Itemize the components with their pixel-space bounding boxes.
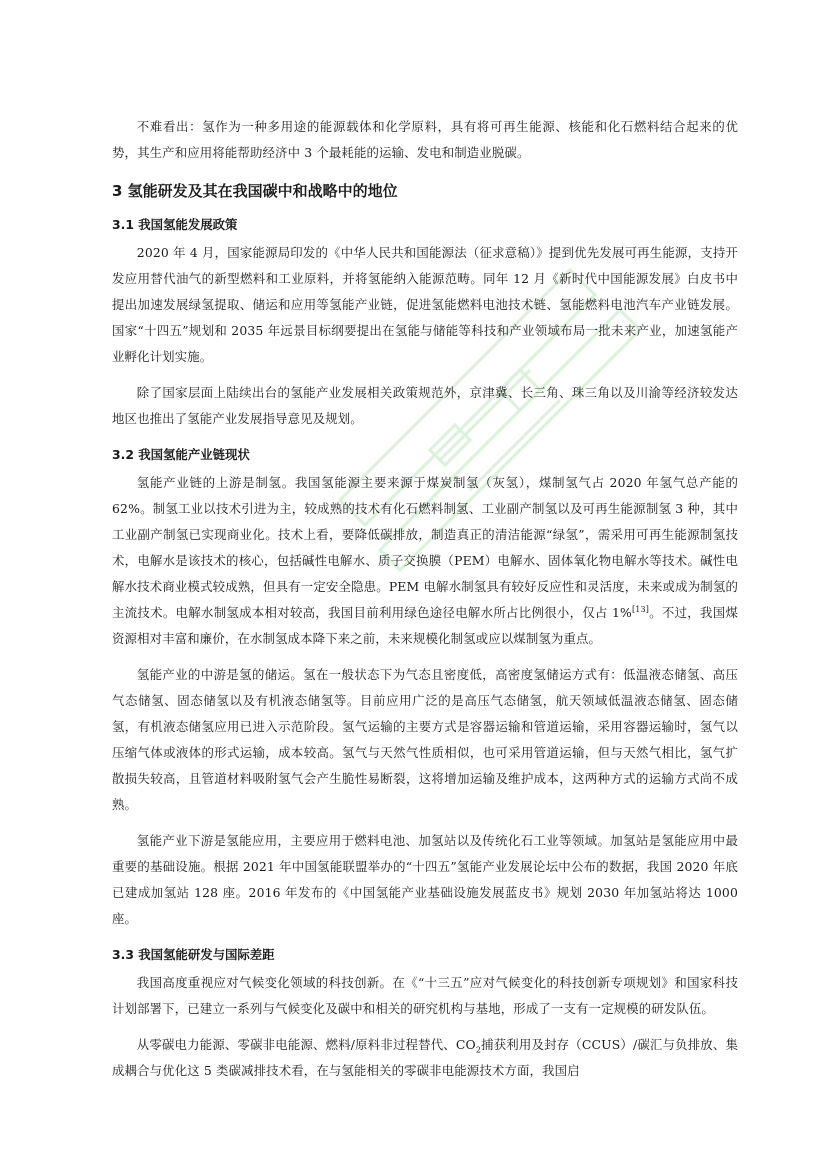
section-3-3-paragraph-1: 我国高度重视应对气候变化领域的科技创新。在《“十三五”应对气候变化的科技创新专项规划》和国家科技计划部署下，已建立一系列与气候变化及碳中和相关的研究机构与基地，形成了一支有一定规模的研发队伍。 <box>112 975 738 1016</box>
paragraph-text: 氢能产业链的上游是制氢。我国氢能源主要来源于煤炭制氢（灰氢），煤制氢气占 2020 年氢气总产能的 62%。制氢工业以技术引进为主，较成熟的技术有化石燃料制氢、工业副产制氢以及可再生能源制氢 3 种，其中工业副产制氢已实现商业化。技术上看，要降低碳排放，制造真正的清洁能源“绿氢”，需采用可再生能源制氢技术，电解水是该技术的核心，包括碱性电解水、质子交换膜（PEM）电解水、固体氧化物电解水等技术。碱性电解水技术商业模式较成熟，但具有一定安全隐患。PEM 电解水制氢具有较好反应性和灵活度，未来或成为制氢的主流技术。电解水制氢成本相对较高，我国目前利用绿色途径电解水所占比例很小，仅占 1% <box>112 475 738 620</box>
section-3-2-heading: 3.2 我国氢能产业链现状 <box>112 447 250 462</box>
section-3-2-paragraph-2: 氢能产业的中游是氢的储运。氢在一般状态下为气态且密度低，高密度氢储运方式有：低温液态储氢、高压气态储氢、固态储氢以及有机液态储氢等。目前应用广泛的是高压气态储氢，航天领域低温液态储氢、固态储氢，有机液态储氢应用已进入示范阶段。氢气运输的主要方式是容器运输和管道运输，采用容器运输时，氢气以压缩气体或液体的形式运输，成本较高。氢气与天然气性质相似，也可采用管道运输，但与天然气相比，氢气扩散损失较高，且管道材料吸附氢气会产生脆性易断裂，这将增加运输及维护成本，这两种方式的运输方式尚不成熟。 <box>112 667 738 812</box>
article-body <box>112 114 738 1094</box>
intro-paragraph: 不难看出：氢作为一种多用途的能源载体和化学原料，具有将可再生能源、核能和化石燃料结合起来的优势，其生产和应用将能帮助经济中 3 个最耗能的运输、发电和制造业脱碳。 <box>112 119 738 160</box>
section-3-heading: 3 氢能研发及其在我国碳中和战略中的地位 <box>112 182 398 200</box>
section-3-1-paragraph-2: 除了国家层面上陆续出台的氢能产业发展相关政策规范外，京津冀、长三角、珠三角以及川渝等经济较发达地区也推出了氢能产业发展指导意见及规划。 <box>112 385 738 426</box>
paragraph-text: 从零碳电力能源、零碳非电能源、燃料/原料非过程替代、CO <box>136 1037 476 1052</box>
section-3-3-paragraph-2 <box>112 1032 738 1084</box>
section-3-2-paragraph-1 <box>112 470 738 652</box>
section-3-3-heading: 3.3 我国氢能研发与国际差距 <box>112 947 275 962</box>
paragraph-text: 。不过，我国煤资源相对丰富和廉价，在水制氢成本降下来之前，未来规模化制氢或应以煤制氢为重点。 <box>112 605 738 646</box>
citation-ref: [13] <box>631 604 649 614</box>
subscript: 2 <box>475 1045 482 1055</box>
section-3-1-paragraph-1: 2020 年 4 月，国家能源局印发的《中华人民共和国能源法（征求意稿）》提到优先发展可再生能源，支持开发应用替代油气的新型燃料和工业原料，并将氢能纳入能源范畴。同年 12 月《新时代中国能源发展》白皮书中提出加速发展绿氢提取、储运和应用等氢能产业链，促进氢能燃料电池技术链、氢能燃料电池汽车产业链发展。国家“十四五”规划和 2035 年远景目标纲要提出在氢能与储能等科技和产业领域布局一批未来产业，加速氢能产业孵化计划实施。 <box>112 245 738 364</box>
section-3-2-paragraph-3: 氢能产业下游是氢能应用，主要应用于燃料电池、加氢站以及传统化石工业等领域。加氢站是氢能应用中最重要的基础设施。根据 2021 年中国氢能联盟举办的“十四五”氢能产业发展论坛中公布的数据，我国 2020 年底已建成加氢站 128 座。2016 年发布的《中国氢能产业基础设施发展蓝皮书》规划 2030 年加氢站将达 1000 座。 <box>112 833 738 926</box>
section-3-1-heading: 3.1 我国氢能发展政策 <box>112 217 238 232</box>
paragraph-text: 捕获利用及封存（CCUS）/碳汇与负排放、集成耦合与优化这 5 类碳减排技术看，在与氢能相关的零碳非电能源技术方面，我国启 <box>112 1037 738 1078</box>
